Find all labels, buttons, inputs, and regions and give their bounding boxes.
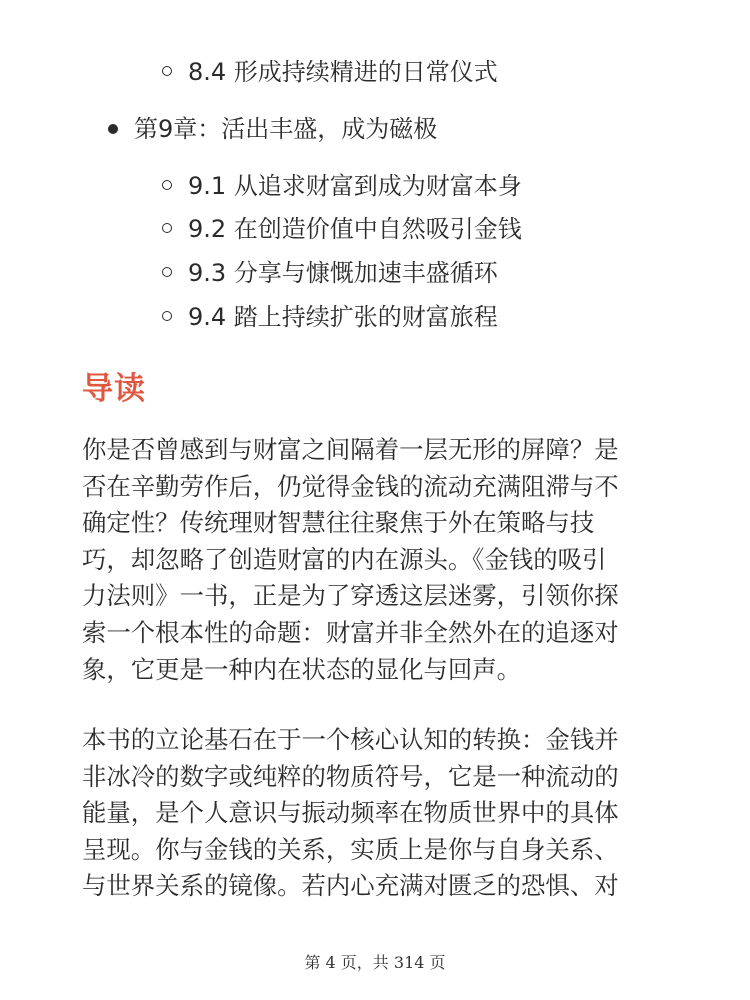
paragraph-line: 你是否曾感到与财富之间隔着一层无形的屏障？是: [82, 435, 619, 464]
toc-item-label: 9.1 从追求财富到成为财富本身: [188, 172, 522, 200]
paragraph-line: 巧，却忽略了创造财富的内在源头。《金钱的吸引: [82, 544, 607, 574]
toc-chapter-label: 第9章：活出丰盛，成为磁极: [134, 115, 438, 143]
paragraph-line: 力法则》一书，正是为了穿透这层迷雾，引领你探: [82, 581, 619, 611]
toc-item-label: 9.2 在创造价值中自然吸引金钱: [188, 215, 522, 243]
toc-item-label: 8.4 形成持续精进的日常仪式: [188, 58, 498, 86]
paragraph: [82, 722, 672, 905]
paragraph-line: 能量，是个人意识与振动频率在物质世界中的具体: [82, 798, 619, 828]
paragraph: [82, 432, 672, 688]
page-number-footer: 第 4 页，共 314 页: [304, 953, 446, 972]
filled-bullet-icon: [108, 124, 118, 134]
hollow-bullet-icon: [162, 311, 172, 321]
toc-item-label: 9.4 踏上持续扩张的财富旅程: [188, 303, 498, 331]
section-heading: 导读: [82, 371, 146, 407]
paragraph-line: 呈现。你与金钱的关系，实质上是你与自身关系、: [82, 834, 619, 864]
paragraph-line: 本书的立论基石在于一个核心认知的转换：金钱并: [82, 725, 619, 754]
hollow-bullet-icon: [162, 180, 172, 190]
paragraph-line: 否在辛勤劳作后，仍觉得金钱的流动充满阻滞与不: [82, 471, 619, 501]
hollow-bullet-icon: [162, 267, 172, 277]
hollow-bullet-icon: [162, 66, 172, 76]
toc-item-label: 9.3 分享与慷慨加速丰盛循环: [188, 259, 498, 287]
paragraph-line: 非冰冷的数字或纯粹的物质符号，它是一种流动的: [82, 761, 619, 791]
paragraph-line: 与世界关系的镜像。若内心充满对匮乏的恐惧、对: [82, 871, 619, 901]
hollow-bullet-icon: [162, 223, 172, 233]
paragraph-line: 象，它更是一种内在状态的显化与回声。: [82, 654, 522, 684]
paragraph-line: 确定性？传统理财智慧往往聚焦于外在策略与技: [82, 508, 595, 538]
paragraph-line: 索一个根本性的命题：财富并非全然外在的追逐对: [82, 617, 619, 647]
